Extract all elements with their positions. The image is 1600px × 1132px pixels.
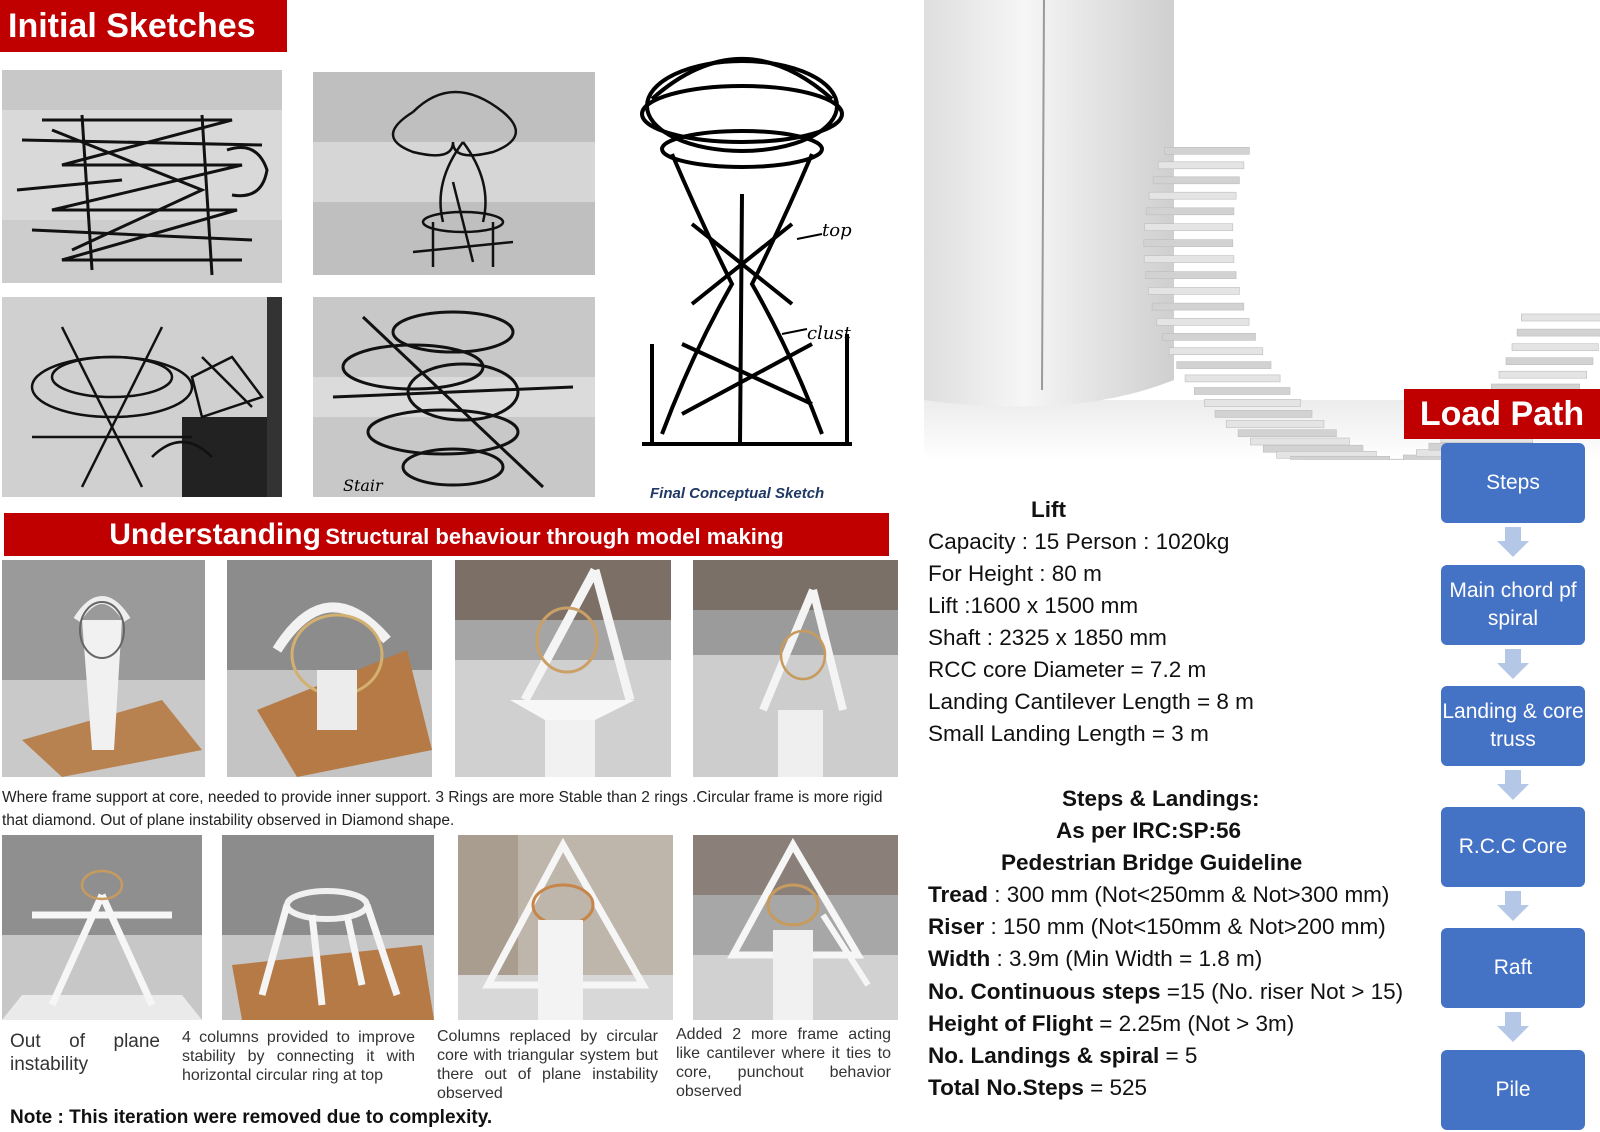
steps-row-value: : 150 mm (Not<150mm & Not>200 mm) xyxy=(984,914,1386,939)
initial-sketches-title: Initial Sketches xyxy=(0,0,287,52)
stair-step xyxy=(1512,344,1598,351)
stair-step xyxy=(1521,314,1600,321)
load-path-landing-truss: Landing & core truss xyxy=(1441,686,1585,766)
steps-row-label: No. Landings & spiral xyxy=(928,1043,1160,1068)
lift-heading: Lift xyxy=(1031,497,1066,522)
sketch-bulb xyxy=(313,72,595,275)
load-path-title: Load Path xyxy=(1404,389,1600,439)
sketch-zigzag xyxy=(2,70,282,283)
steps-row-label: Width xyxy=(928,946,991,971)
stair-step xyxy=(1499,371,1587,378)
stair-step xyxy=(1163,333,1256,340)
lift-spec-6: Landing Cantilever Length = 8 m xyxy=(928,689,1254,714)
lift-spec-1: Capacity : 15 Person : 1020kg xyxy=(928,529,1230,554)
load-path-steps: Steps xyxy=(1441,443,1585,523)
stair-step xyxy=(1157,318,1249,325)
stair-step xyxy=(1506,358,1593,365)
steps-row-label: Total No.Steps xyxy=(928,1075,1084,1100)
load-path-pile: Pile xyxy=(1441,1050,1585,1130)
steps-row-tread xyxy=(928,882,1389,908)
load-path-rcc-core: R.C.C Core xyxy=(1441,807,1585,887)
lift-spec-2: For Height : 80 m xyxy=(928,561,1102,586)
lift-spec-5: RCC core Diameter = 7.2 m xyxy=(928,657,1207,682)
annotation-stair: Stair xyxy=(343,476,383,495)
model-caption-1: Out of plane instability xyxy=(10,1031,160,1075)
annotation-top: top xyxy=(822,220,852,241)
steps-row-value: : 3.9m (Min Width = 1.8 m) xyxy=(990,946,1263,971)
steps-row-value: =15 (No. riser Not > 15) xyxy=(1160,979,1404,1004)
model-photo-3 xyxy=(455,560,671,777)
understanding-title xyxy=(4,513,889,556)
steps-row-label: Riser xyxy=(928,914,985,939)
steps-row-value: = 525 xyxy=(1083,1075,1148,1100)
stair-step xyxy=(1153,177,1239,184)
lift-spec-4: Shaft : 2325 x 1850 mm xyxy=(928,625,1167,650)
stair-step xyxy=(1149,192,1236,199)
steps-row-continuous xyxy=(928,979,1403,1005)
sketch-rings-cone xyxy=(2,297,282,497)
stair-step xyxy=(1215,410,1312,417)
steps-row-total xyxy=(928,1075,1147,1101)
steps-row-width xyxy=(928,946,1262,972)
sketch-stacked-rings xyxy=(313,297,595,497)
model-photo-5 xyxy=(2,835,202,1020)
steps-row-value: : 300 mm (Not<250mm & Not>300 mm) xyxy=(988,882,1390,907)
stair-step xyxy=(1517,329,1600,336)
steps-heading-2: As per IRC:SP:56 xyxy=(1056,818,1242,843)
stair-step xyxy=(1291,456,1390,460)
lift-spec-3: Lift :1600 x 1500 mm xyxy=(928,593,1139,618)
stair-step xyxy=(1177,362,1271,369)
steps-row-flight-height xyxy=(928,1011,1294,1037)
stair-step xyxy=(1185,375,1280,382)
stair-step xyxy=(1169,348,1263,355)
down-arrow-icon xyxy=(1497,649,1529,679)
understanding-title-small: Structural behaviour through model making xyxy=(325,524,784,549)
steps-row-riser xyxy=(928,914,1386,940)
model-photo-4 xyxy=(693,560,898,777)
note-text: Note : This iteration were removed due to complexity. xyxy=(10,1107,493,1128)
final-sketch-caption: Final Conceptual Sketch xyxy=(650,485,825,502)
steps-row-label: Tread xyxy=(928,882,989,907)
steps-row-label: Height of Flight xyxy=(928,1011,1093,1036)
steps-row-value: = 5 xyxy=(1159,1043,1198,1068)
steps-row-label: No. Continuous steps xyxy=(928,979,1161,1004)
steps-row-landings xyxy=(928,1043,1197,1069)
stair-step xyxy=(1194,388,1290,395)
model-photo-6 xyxy=(222,835,434,1020)
observations-text: Where frame support at core, needed to provide inner support. 3 Rings are more Stable than 2 rings .Circular frame is more rigid that diamond. Out of plane instability observed in Diamond shape. xyxy=(2,789,883,829)
steps-heading-1: Steps & Landings: xyxy=(1062,786,1260,811)
annotation-clust: clust xyxy=(807,323,851,344)
stair-step xyxy=(1226,421,1324,428)
stair-step xyxy=(1144,256,1234,263)
load-path-main-chord: Main chord pf spiral xyxy=(1441,565,1585,645)
stair-step xyxy=(1146,272,1236,279)
stair-step xyxy=(1158,162,1244,169)
stair-step xyxy=(1164,147,1249,154)
model-caption-2: 4 columns provided to improve stability by connecting it with horizontal circular ring at top xyxy=(182,1029,415,1084)
stair-step xyxy=(1146,208,1234,215)
down-arrow-icon xyxy=(1497,1012,1529,1042)
stair-step xyxy=(1145,224,1233,231)
sketch-final-conceptual xyxy=(622,44,874,462)
model-caption-4: Added 2 more frame acting like cantilever where it ties to core, punchout behavior observed xyxy=(676,1026,891,1100)
stair-step xyxy=(1144,240,1233,247)
stair-step xyxy=(1152,303,1244,310)
stair-step xyxy=(1148,287,1239,294)
model-photo-8 xyxy=(693,835,898,1020)
load-path-raft: Raft xyxy=(1441,928,1585,1008)
stair-step xyxy=(1204,399,1300,406)
model-caption-3: Columns replaced by circular core with triangular system but there out of plane instability observed xyxy=(437,1028,658,1102)
stair-step xyxy=(1250,438,1349,445)
model-photo-7 xyxy=(458,835,673,1020)
steps-row-value: = 2.25m (Not > 3m) xyxy=(1092,1011,1295,1036)
steps-heading-3: Pedestrian Bridge Guideline xyxy=(1001,850,1303,875)
down-arrow-icon xyxy=(1497,527,1529,557)
down-arrow-icon xyxy=(1497,770,1529,800)
lift-spec-7: Small Landing Length = 3 m xyxy=(928,721,1209,746)
down-arrow-icon xyxy=(1497,891,1529,921)
model-photo-1 xyxy=(2,560,205,777)
model-photo-2 xyxy=(227,560,432,777)
understanding-title-big: Understanding xyxy=(109,518,321,551)
stair-step xyxy=(1238,430,1336,437)
